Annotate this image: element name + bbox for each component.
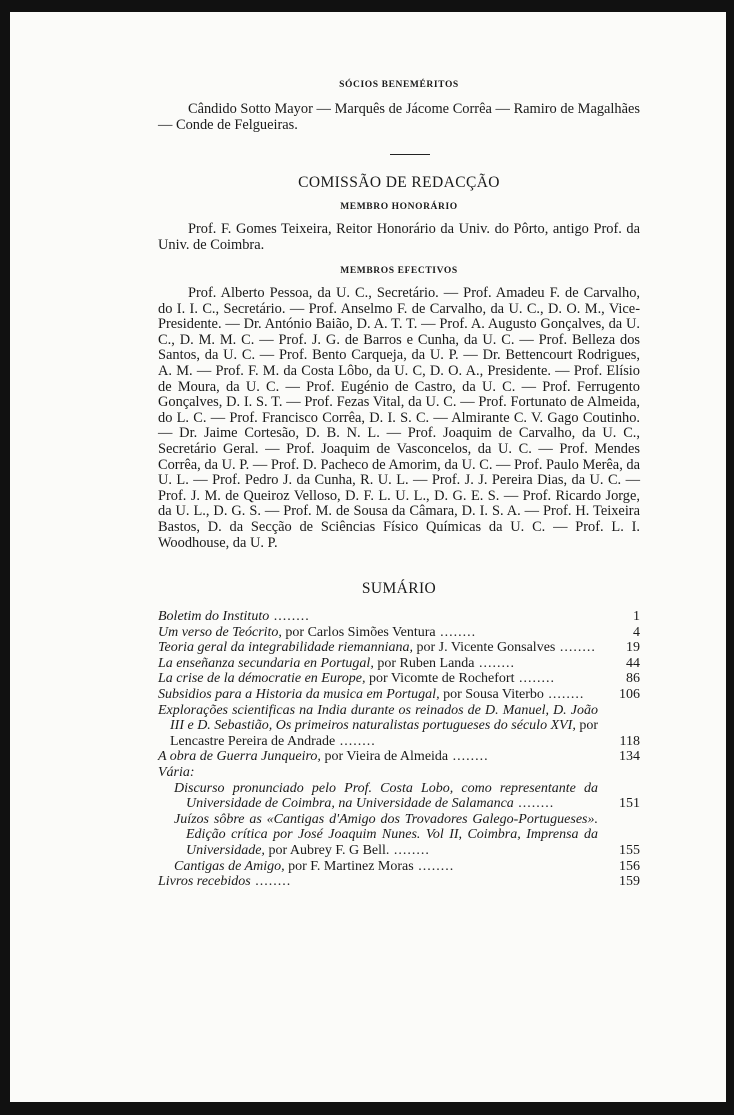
- toc-entry: [158, 671, 640, 687]
- membros-efectivos-heading: MEMBROS EFECTIVOS: [340, 266, 458, 276]
- toc-entry-title: Vária:: [158, 764, 195, 780]
- toc-page-number: 151: [619, 796, 640, 812]
- toc-page-number: 156: [619, 858, 640, 874]
- toc-entry: [158, 781, 640, 812]
- document-page: [10, 12, 726, 1102]
- leader-dots: ........: [335, 733, 376, 749]
- leader-dots: ........: [474, 655, 516, 671]
- toc-entry: [158, 859, 640, 875]
- toc-entry-title: Juízos sôbre as «Cantigas d'Amigo dos Trovadores Galego-Portugueses». Edição crítica por José Joaquim Nunes. Vol II, Coimbra, Imprensa da Universidade,: [174, 811, 598, 858]
- leader-dots: ........: [555, 640, 596, 656]
- toc-page-number: 134: [619, 749, 640, 765]
- toc-entry: [158, 749, 640, 765]
- membro-honorario-text: Prof. F. Gomes Teixeira, Reitor Honorário da Univ. do Pôrto, antigo Prof. da Univ. de Coimbra.: [158, 221, 640, 253]
- socios-heading: SÓCIOS BENEMÉRITOS: [339, 80, 459, 90]
- toc-entry-title: Boletim do Instituto: [158, 609, 270, 624]
- toc-page-number: 106: [619, 686, 640, 702]
- toc-entry-author: por Ruben Landa: [373, 655, 475, 671]
- socios-text: Cândido Sotto Mayor — Marquês de Jácome Corrêa — Ramiro de Magalhães — Conde de Felgueiras.: [158, 101, 640, 133]
- toc-entry-title: Cantigas de Amigo,: [174, 858, 285, 874]
- membro-honorario-heading: MEMBRO HONORÁRIO: [340, 202, 458, 212]
- toc-page-number: 19: [626, 640, 640, 656]
- toc-entry: [158, 874, 640, 890]
- toc-page-number: 44: [626, 655, 640, 671]
- toc-entry-author: por Carlos Simões Ventura: [281, 624, 436, 640]
- divider-rule: [390, 154, 430, 155]
- toc-entry-title: Explorações scientificas na India durante os reinados de D. Manuel, D. João III e D. Sebastião, Os primeiros naturalistas portugueses do século XVI,: [158, 702, 598, 734]
- toc-entry: [158, 703, 640, 750]
- table-of-contents: [158, 609, 640, 890]
- toc-entry: [158, 625, 640, 641]
- toc-page-number: 118: [619, 733, 640, 749]
- toc-entry-title: Teoria geral da integrabilidade riemanniana,: [158, 640, 413, 656]
- toc-entry: [158, 656, 640, 672]
- toc-entry-author: por Sousa Viterbo: [439, 686, 544, 702]
- toc-page-number: 159: [619, 874, 640, 890]
- leader-dots: ........: [514, 671, 555, 687]
- leader-dots: ........: [250, 874, 292, 890]
- toc-entry-author: por Aubrey F. G Bell.: [264, 842, 390, 858]
- toc-entry-title: A obra de Guerra Junqueiro,: [158, 749, 321, 765]
- toc-entry: [158, 640, 640, 656]
- toc-entry: [158, 609, 640, 625]
- leader-dots: ........: [435, 624, 477, 640]
- toc-entry-author: por Lencastre Pereira de Andrade: [170, 718, 599, 749]
- toc-entry-title: Subsidios para a Historia da musica em Portugal,: [158, 686, 440, 702]
- sumario-title: SUMÁRIO: [361, 580, 437, 597]
- toc-entry-title: La enseñanza secundaria en Portugal,: [158, 655, 374, 671]
- toc-entry: [158, 812, 640, 859]
- leader-dots: ........: [448, 749, 489, 765]
- toc-page-number: 86: [626, 671, 640, 687]
- toc-entry: [158, 687, 640, 703]
- toc-entry-author: por Vicomte de Rochefort: [365, 671, 515, 687]
- toc-page-number: 4: [633, 624, 640, 640]
- toc-entry-title: Livros recebidos: [158, 874, 251, 890]
- leader-dots: ........: [513, 796, 555, 812]
- toc-entry-author: por J. Vicente Gonsalves: [412, 640, 556, 656]
- membros-efectivos-text: Prof. Alberto Pessoa, da U. C., Secretário. — Prof. Amadeu F. de Carvalho, do I. I. C., Secretário. — Prof. Anselmo F. de Carvalho, da U. C., D. O. M., Vice-Presidente. — Dr. António Baião, D. A. T. T. — Prof. A. Augusto Gonçalves, da U. C., D. M. M. C. — Prof. J. G. de Barros e Cunha, da U. C. — Prof. Belleza dos Santos, da U. C. — Prof. Bento Carqueja, da U. P. — Dr. Bettencourt Rodrigues, A. M. — Prof. F. M. da Costa Lôbo, da U. C, D. O. A., Presidente. — Prof. Elísio de Moura, da U. C. — Prof. Eugénio de Castro, da U. C. — Prof. Ferrugento Gonçalves, D. I. S. T. — Prof. Fezas Vital, da U. C. — Prof. Fortunato de Almeida, do L. C. — Prof. Francisco Corrêa, D. I. S. C. — Almirante C. V. Gago Coutinho. — Dr. Jaime Cortesão, D. B. N. L. — Prof. Joaquim de Carvalho, da U. C., Secretário Geral. — Prof. Joaquim de Vasconcelos, da U. C. — Prof. Mendes Corrêa, da U. P. — Prof. D. Pacheco de Amorim, da U. C. — Prof. Paulo Merêa, da U. L. — Prof. Pedro J. da Cunha, R. U. L. — Prof. J. J. Pereira Dias, da U. C. — Prof. J. M. de Queiroz Velloso, D. F. L. U. L., D. G. E. S. — Prof. Ricardo Jorge, da U. L., D. G. S. — Prof. M. de Sousa da Câmara, D. I. S. A. — Prof. H. Teixeira Bastos, D. da Secção de Sciências Físico Químicas da U. C. — Prof. L. I. Woodhouse, da U. P.: [158, 285, 640, 551]
- toc-entry-title: La crise de la démocratie en Europe,: [158, 671, 366, 687]
- toc-page-number: 1: [633, 609, 640, 624]
- toc-entry-author: por Vieira de Almeida: [320, 749, 449, 765]
- toc-entry-author: por F. Martinez Moras: [284, 858, 414, 874]
- toc-entry-title: Discurso pronunciado pelo Prof. Costa Lobo, como representante da Universidade de Coimbra, na Universidade de Salamanca: [174, 780, 598, 812]
- leader-dots: ........: [543, 686, 585, 702]
- toc-page-number: 155: [619, 842, 640, 858]
- leader-dots: ........: [389, 842, 430, 858]
- toc-entry-title: Um verso de Teócrito,: [158, 624, 282, 640]
- comissao-title: COMISSÃO DE REDACÇÃO: [298, 174, 500, 191]
- leader-dots: ........: [413, 858, 455, 874]
- toc-entry: [158, 765, 640, 781]
- leader-dots: ........: [269, 609, 310, 624]
